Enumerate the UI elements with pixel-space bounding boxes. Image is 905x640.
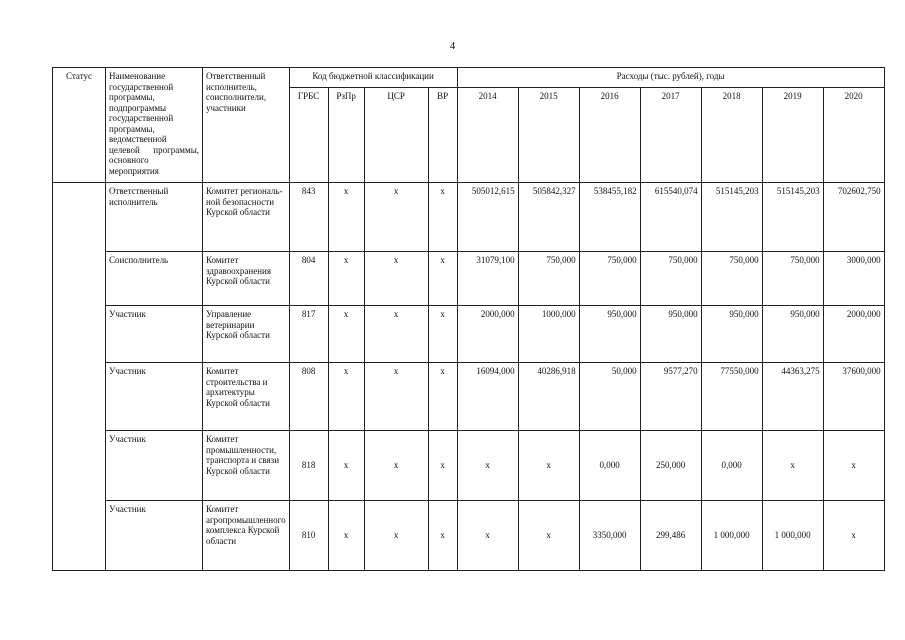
header-code-grbs: ГРБС (289, 88, 328, 183)
code-grbs-cell: 818 (289, 431, 328, 501)
table-row (53, 501, 885, 571)
code-rzpr-cell: х (328, 431, 364, 501)
header-year: 2020 (823, 88, 884, 183)
header-year: 2014 (457, 88, 518, 183)
role-cell: Участник (106, 306, 203, 363)
value-cell: 950,000 (640, 306, 701, 363)
value-cell: х (457, 501, 518, 571)
value-cell: 505012,615 (457, 183, 518, 252)
table-row (53, 431, 885, 501)
code-csr-cell: х (364, 252, 428, 306)
value-cell: 250,000 (640, 431, 701, 501)
value-cell: 750,000 (762, 252, 823, 306)
value-cell: 3000,000 (823, 252, 884, 306)
code-grbs-cell: 808 (289, 363, 328, 431)
code-csr-cell: х (364, 183, 428, 252)
header-name: Наименование государственной программы, подпрограммы государственной программы, ведомственной целевой программы, основного мероприятия (106, 68, 203, 183)
role-cell: Участник (106, 431, 203, 501)
value-cell: 9577,270 (640, 363, 701, 431)
header-year: 2018 (701, 88, 762, 183)
header-year: 2017 (640, 88, 701, 183)
header-expenses-group: Расходы (тыс. рублей), годы (457, 68, 884, 88)
value-cell: х (457, 431, 518, 501)
header-responsible: Ответственный исполнитель, соисполнители, участники (203, 68, 290, 183)
code-vr-cell: х (428, 431, 457, 501)
code-grbs-cell: 817 (289, 306, 328, 363)
value-cell: х (518, 431, 579, 501)
org-cell: Комитет строительства и архитектуры Курской области (203, 363, 290, 431)
value-cell: 1000,000 (518, 306, 579, 363)
value-cell: 2000,000 (457, 306, 518, 363)
code-rzpr-cell: х (328, 183, 364, 252)
table-row (53, 363, 885, 431)
code-grbs-cell: 804 (289, 252, 328, 306)
header-year: 2019 (762, 88, 823, 183)
header-row-1 (53, 68, 885, 88)
role-cell: Ответственный исполнитель (106, 183, 203, 252)
header-code-group: Код бюджетной классификации (289, 68, 457, 88)
budget-table (52, 67, 885, 571)
value-cell: 1 000,000 (762, 501, 823, 571)
value-cell: 515145,203 (762, 183, 823, 252)
table-row (53, 252, 885, 306)
value-cell: 950,000 (701, 306, 762, 363)
value-cell: х (823, 501, 884, 571)
code-rzpr-cell: х (328, 501, 364, 571)
code-vr-cell: х (428, 363, 457, 431)
value-cell: 50,000 (579, 363, 640, 431)
code-rzpr-cell: х (328, 306, 364, 363)
value-cell: 299,486 (640, 501, 701, 571)
page-number: 4 (449, 40, 456, 52)
value-cell: 615540,074 (640, 183, 701, 252)
value-cell: 37600,000 (823, 363, 884, 431)
header-year: 2015 (518, 88, 579, 183)
code-rzpr-cell: х (328, 252, 364, 306)
code-csr-cell: х (364, 306, 428, 363)
value-cell: х (518, 501, 579, 571)
role-cell: Участник (106, 501, 203, 571)
table-row (53, 306, 885, 363)
code-grbs-cell: 843 (289, 183, 328, 252)
org-cell: Комитет здравоохранения Курской области (203, 252, 290, 306)
code-vr-cell: х (428, 252, 457, 306)
value-cell: 2000,000 (823, 306, 884, 363)
code-csr-cell: х (364, 501, 428, 571)
value-cell: 702602,750 (823, 183, 884, 252)
header-status: Статус (53, 68, 106, 183)
value-cell: 1 000,000 (701, 501, 762, 571)
org-cell: Комитет промышленности, транспорта и связи Курской области (203, 431, 290, 501)
value-cell: 3350,000 (579, 501, 640, 571)
value-cell: 0,000 (579, 431, 640, 501)
value-cell: 515145,203 (701, 183, 762, 252)
value-cell: х (823, 431, 884, 501)
code-vr-cell: х (428, 183, 457, 252)
value-cell: 505842,327 (518, 183, 579, 252)
value-cell: 77550,000 (701, 363, 762, 431)
org-cell: Комитет региональной безопасности Курской области (203, 183, 290, 252)
value-cell: 950,000 (762, 306, 823, 363)
header-code-rzpr: РзПр (328, 88, 364, 183)
header-code-csr: ЦСР (364, 88, 428, 183)
value-cell: 750,000 (579, 252, 640, 306)
value-cell: 31079,100 (457, 252, 518, 306)
value-cell: 538455,182 (579, 183, 640, 252)
code-csr-cell: х (364, 363, 428, 431)
code-vr-cell: х (428, 306, 457, 363)
value-cell: 0,000 (701, 431, 762, 501)
value-cell: 750,000 (640, 252, 701, 306)
header-code-vr: ВР (428, 88, 457, 183)
header-year: 2016 (579, 88, 640, 183)
code-csr-cell: х (364, 431, 428, 501)
org-cell: Комитет агропромышленного комплекса Курской области (203, 501, 290, 571)
code-vr-cell: х (428, 501, 457, 571)
value-cell: х (762, 431, 823, 501)
value-cell: 44363,275 (762, 363, 823, 431)
org-cell: Управление ветеринарии Курской области (203, 306, 290, 363)
value-cell: 40286,918 (518, 363, 579, 431)
value-cell: 950,000 (579, 306, 640, 363)
status-cell (53, 183, 106, 571)
code-rzpr-cell: х (328, 363, 364, 431)
value-cell: 750,000 (701, 252, 762, 306)
value-cell: 750,000 (518, 252, 579, 306)
role-cell: Участник (106, 363, 203, 431)
table-row (53, 183, 885, 252)
value-cell: 16094,000 (457, 363, 518, 431)
role-cell: Соисполнитель (106, 252, 203, 306)
code-grbs-cell: 810 (289, 501, 328, 571)
